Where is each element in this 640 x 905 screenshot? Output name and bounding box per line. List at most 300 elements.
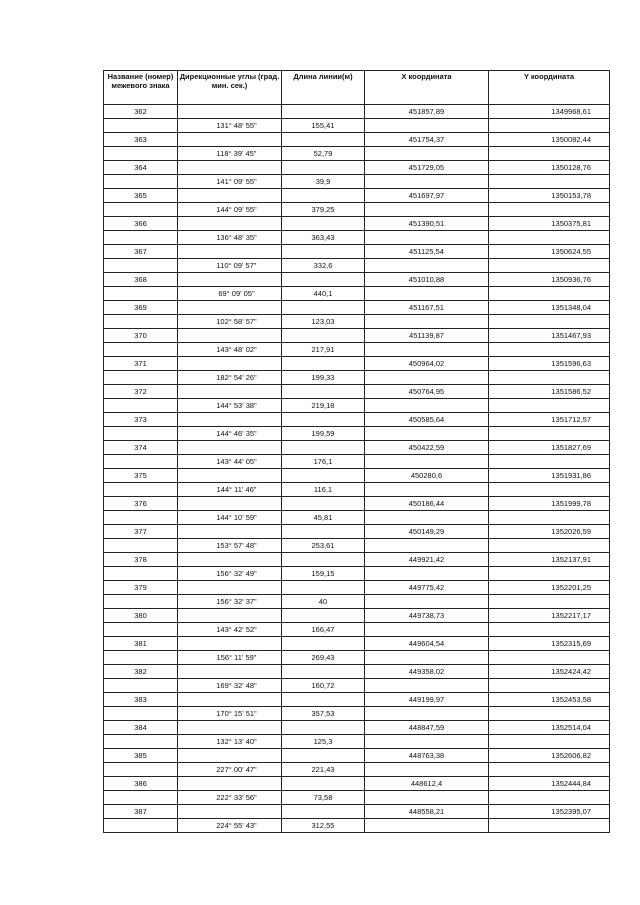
x-coordinate: 448612,4 <box>365 777 489 791</box>
empty-cell <box>104 679 178 693</box>
x-coordinate: 449775,42 <box>365 581 489 595</box>
point-name: 374 <box>104 441 178 455</box>
empty-cell <box>365 455 489 469</box>
point-name: 377 <box>104 525 178 539</box>
empty-cell <box>282 637 365 651</box>
point-name: 364 <box>104 161 178 175</box>
segment-row <box>104 231 610 245</box>
empty-cell <box>178 329 282 343</box>
segment-row <box>104 371 610 385</box>
table-body <box>104 105 610 833</box>
point-row <box>104 301 610 315</box>
empty-cell <box>104 567 178 581</box>
x-coordinate: 450280,6 <box>365 469 489 483</box>
segment-row <box>104 791 610 805</box>
empty-cell <box>104 203 178 217</box>
y-coordinate: 1349968,61 <box>489 105 610 119</box>
empty-cell <box>489 119 610 133</box>
direction-angle: 144° 09' 55" <box>178 203 282 217</box>
empty-cell <box>489 343 610 357</box>
header-y: Y координата <box>489 71 610 105</box>
empty-cell <box>365 259 489 273</box>
empty-cell <box>178 749 282 763</box>
empty-cell <box>282 581 365 595</box>
y-coordinate: 1352444,84 <box>489 777 610 791</box>
point-name: 371 <box>104 357 178 371</box>
empty-cell <box>282 609 365 623</box>
table-header-row <box>104 71 610 105</box>
direction-angle: 110° 09' 57" <box>178 259 282 273</box>
x-coordinate: 450964,02 <box>365 357 489 371</box>
segment-row <box>104 287 610 301</box>
direction-angle: 141° 09' 55" <box>178 175 282 189</box>
line-length: 199,33 <box>282 371 365 385</box>
empty-cell <box>365 147 489 161</box>
segment-row <box>104 399 610 413</box>
segment-row <box>104 343 610 357</box>
empty-cell <box>489 231 610 245</box>
empty-cell <box>365 427 489 441</box>
header-angle: Дирекционные углы (град. мин. сек.) <box>178 71 282 105</box>
empty-cell <box>282 161 365 175</box>
empty-cell <box>104 343 178 357</box>
point-name: 362 <box>104 105 178 119</box>
y-coordinate: 1351999,78 <box>489 497 610 511</box>
direction-angle: 102° 58' 57" <box>178 315 282 329</box>
empty-cell <box>489 623 610 637</box>
empty-cell <box>489 427 610 441</box>
x-coordinate: 450422,59 <box>365 441 489 455</box>
x-coordinate: 451390,51 <box>365 217 489 231</box>
direction-angle: 170° 15' 51" <box>178 707 282 721</box>
point-row <box>104 553 610 567</box>
line-length: 45,81 <box>282 511 365 525</box>
y-coordinate: 1351931,86 <box>489 469 610 483</box>
segment-row <box>104 623 610 637</box>
empty-cell <box>104 819 178 833</box>
x-coordinate: 448763,38 <box>365 749 489 763</box>
empty-cell <box>489 707 610 721</box>
x-coordinate: 450764,95 <box>365 385 489 399</box>
empty-cell <box>489 539 610 553</box>
point-row <box>104 413 610 427</box>
segment-row <box>104 511 610 525</box>
direction-angle: 144° 46' 35" <box>178 427 282 441</box>
empty-cell <box>365 175 489 189</box>
point-row <box>104 441 610 455</box>
point-row <box>104 273 610 287</box>
empty-cell <box>365 651 489 665</box>
y-coordinate: 1352453,58 <box>489 693 610 707</box>
empty-cell <box>104 455 178 469</box>
empty-cell <box>489 483 610 497</box>
segment-row <box>104 707 610 721</box>
empty-cell <box>365 763 489 777</box>
y-coordinate: 1350375,81 <box>489 217 610 231</box>
y-coordinate: 1351596,63 <box>489 357 610 371</box>
empty-cell <box>282 805 365 819</box>
empty-cell <box>178 777 282 791</box>
x-coordinate: 451754,37 <box>365 133 489 147</box>
y-coordinate: 1352217,17 <box>489 609 610 623</box>
line-length: 253,61 <box>282 539 365 553</box>
x-coordinate: 451125,54 <box>365 245 489 259</box>
empty-cell <box>282 217 365 231</box>
empty-cell <box>489 259 610 273</box>
point-name: 373 <box>104 413 178 427</box>
empty-cell <box>365 539 489 553</box>
empty-cell <box>489 511 610 525</box>
empty-cell <box>365 371 489 385</box>
empty-cell <box>178 413 282 427</box>
point-name: 383 <box>104 693 178 707</box>
x-coordinate: 449358,02 <box>365 665 489 679</box>
x-coordinate: 449921,42 <box>365 553 489 567</box>
empty-cell <box>178 497 282 511</box>
y-coordinate: 1351827,69 <box>489 441 610 455</box>
empty-cell <box>104 735 178 749</box>
point-name: 365 <box>104 189 178 203</box>
empty-cell <box>282 441 365 455</box>
y-coordinate: 1350936,76 <box>489 273 610 287</box>
empty-cell <box>365 287 489 301</box>
x-coordinate: 449604,54 <box>365 637 489 651</box>
empty-cell <box>489 175 610 189</box>
empty-cell <box>178 273 282 287</box>
empty-cell <box>282 245 365 259</box>
direction-angle: 169° 32' 48" <box>178 679 282 693</box>
empty-cell <box>489 735 610 749</box>
empty-cell <box>104 119 178 133</box>
empty-cell <box>178 665 282 679</box>
empty-cell <box>178 133 282 147</box>
line-length: 219,18 <box>282 399 365 413</box>
x-coordinate: 451139,87 <box>365 329 489 343</box>
segment-row <box>104 119 610 133</box>
segment-row <box>104 315 610 329</box>
empty-cell <box>365 791 489 805</box>
direction-angle: 156° 32' 49" <box>178 567 282 581</box>
empty-cell <box>282 413 365 427</box>
point-row <box>104 497 610 511</box>
empty-cell <box>282 525 365 539</box>
point-row <box>104 133 610 147</box>
line-length: 176,1 <box>282 455 365 469</box>
empty-cell <box>489 567 610 581</box>
empty-cell <box>104 427 178 441</box>
empty-cell <box>365 203 489 217</box>
line-length: 269,43 <box>282 651 365 665</box>
point-name: 369 <box>104 301 178 315</box>
point-row <box>104 665 610 679</box>
point-name: 382 <box>104 665 178 679</box>
header-x: X координата <box>365 71 489 105</box>
line-length: 312,55 <box>282 819 365 833</box>
direction-angle: 118° 39' 45" <box>178 147 282 161</box>
empty-cell <box>489 763 610 777</box>
empty-cell <box>178 637 282 651</box>
empty-cell <box>282 189 365 203</box>
y-coordinate: 1352395,07 <box>489 805 610 819</box>
empty-cell <box>365 119 489 133</box>
y-coordinate: 1352606,82 <box>489 749 610 763</box>
point-name: 376 <box>104 497 178 511</box>
point-row <box>104 609 610 623</box>
empty-cell <box>104 595 178 609</box>
point-row <box>104 693 610 707</box>
empty-cell <box>104 539 178 553</box>
x-coordinate: 450585,64 <box>365 413 489 427</box>
direction-angle: 156° 11' 59" <box>178 651 282 665</box>
segment-row <box>104 679 610 693</box>
line-length: 52,79 <box>282 147 365 161</box>
segment-row <box>104 455 610 469</box>
point-row <box>104 749 610 763</box>
empty-cell <box>104 371 178 385</box>
segment-row <box>104 203 610 217</box>
point-name: 387 <box>104 805 178 819</box>
empty-cell <box>178 217 282 231</box>
x-coordinate: 450149,29 <box>365 525 489 539</box>
point-row <box>104 357 610 371</box>
point-name: 380 <box>104 609 178 623</box>
line-length: 159,15 <box>282 567 365 581</box>
y-coordinate: 1352201,25 <box>489 581 610 595</box>
empty-cell <box>282 497 365 511</box>
empty-cell <box>104 259 178 273</box>
empty-cell <box>489 399 610 413</box>
y-coordinate: 1350153,78 <box>489 189 610 203</box>
empty-cell <box>104 399 178 413</box>
segment-row <box>104 483 610 497</box>
direction-angle: 227° 00' 47" <box>178 763 282 777</box>
point-name: 372 <box>104 385 178 399</box>
empty-cell <box>178 441 282 455</box>
direction-angle: 222° 33' 56" <box>178 791 282 805</box>
point-row <box>104 581 610 595</box>
empty-cell <box>489 651 610 665</box>
segment-row <box>104 175 610 189</box>
line-length: 155,41 <box>282 119 365 133</box>
point-row <box>104 777 610 791</box>
empty-cell <box>178 525 282 539</box>
x-coordinate: 451857,89 <box>365 105 489 119</box>
point-name: 375 <box>104 469 178 483</box>
empty-cell <box>365 483 489 497</box>
point-name: 363 <box>104 133 178 147</box>
empty-cell <box>178 693 282 707</box>
point-row <box>104 525 610 539</box>
empty-cell <box>178 721 282 735</box>
segment-row <box>104 427 610 441</box>
empty-cell <box>282 329 365 343</box>
empty-cell <box>365 623 489 637</box>
segment-row <box>104 819 610 833</box>
segment-row <box>104 595 610 609</box>
x-coordinate: 451729,05 <box>365 161 489 175</box>
point-name: 379 <box>104 581 178 595</box>
empty-cell <box>282 553 365 567</box>
segment-row <box>104 539 610 553</box>
direction-angle: 224° 55' 43" <box>178 819 282 833</box>
line-length: 440,1 <box>282 287 365 301</box>
line-length: 123,03 <box>282 315 365 329</box>
header-name: Название (номер) межевого знака <box>104 71 178 105</box>
empty-cell <box>282 385 365 399</box>
empty-cell <box>178 385 282 399</box>
point-name: 370 <box>104 329 178 343</box>
direction-angle: 144° 10' 59" <box>178 511 282 525</box>
empty-cell <box>104 511 178 525</box>
x-coordinate: 449738,73 <box>365 609 489 623</box>
point-row <box>104 329 610 343</box>
empty-cell <box>365 343 489 357</box>
empty-cell <box>104 651 178 665</box>
segment-row <box>104 763 610 777</box>
empty-cell <box>365 511 489 525</box>
empty-cell <box>365 399 489 413</box>
empty-cell <box>104 791 178 805</box>
empty-cell <box>282 777 365 791</box>
x-coordinate: 451167,51 <box>365 301 489 315</box>
direction-angle: 143° 42' 52" <box>178 623 282 637</box>
point-name: 366 <box>104 217 178 231</box>
point-name: 385 <box>104 749 178 763</box>
point-row <box>104 245 610 259</box>
point-name: 381 <box>104 637 178 651</box>
empty-cell <box>489 791 610 805</box>
empty-cell <box>178 469 282 483</box>
line-length: 199,59 <box>282 427 365 441</box>
empty-cell <box>282 721 365 735</box>
empty-cell <box>104 707 178 721</box>
empty-cell <box>104 483 178 497</box>
y-coordinate: 1351586,52 <box>489 385 610 399</box>
point-row <box>104 805 610 819</box>
empty-cell <box>489 595 610 609</box>
segment-row <box>104 147 610 161</box>
x-coordinate: 451010,88 <box>365 273 489 287</box>
empty-cell <box>282 469 365 483</box>
empty-cell <box>489 315 610 329</box>
empty-cell <box>282 357 365 371</box>
empty-cell <box>178 553 282 567</box>
point-row <box>104 469 610 483</box>
empty-cell <box>178 357 282 371</box>
empty-cell <box>104 315 178 329</box>
direction-angle: 143° 48' 02" <box>178 343 282 357</box>
direction-angle: 136° 48' 35" <box>178 231 282 245</box>
y-coordinate: 1350624,55 <box>489 245 610 259</box>
direction-angle: 144° 11' 46" <box>178 483 282 497</box>
y-coordinate: 1352315,69 <box>489 637 610 651</box>
point-row <box>104 161 610 175</box>
line-length: 73,58 <box>282 791 365 805</box>
point-row <box>104 721 610 735</box>
line-length: 357,53 <box>282 707 365 721</box>
direction-angle: 144° 53' 38" <box>178 399 282 413</box>
empty-cell <box>104 763 178 777</box>
empty-cell <box>178 609 282 623</box>
empty-cell <box>178 581 282 595</box>
empty-cell <box>178 301 282 315</box>
empty-cell <box>365 679 489 693</box>
y-coordinate: 1352424,42 <box>489 665 610 679</box>
empty-cell <box>178 189 282 203</box>
x-coordinate: 449199,97 <box>365 693 489 707</box>
empty-cell <box>104 175 178 189</box>
empty-cell <box>365 735 489 749</box>
y-coordinate: 1350082,44 <box>489 133 610 147</box>
point-name: 367 <box>104 245 178 259</box>
empty-cell <box>282 749 365 763</box>
x-coordinate: 451697,97 <box>365 189 489 203</box>
x-coordinate: 450186,44 <box>365 497 489 511</box>
line-length: 217,91 <box>282 343 365 357</box>
header-length: Длина линии(м) <box>282 71 365 105</box>
empty-cell <box>104 287 178 301</box>
direction-angle: 131° 48' 55" <box>178 119 282 133</box>
point-name: 368 <box>104 273 178 287</box>
y-coordinate: 1350128,76 <box>489 161 610 175</box>
empty-cell <box>104 147 178 161</box>
line-length: 160,72 <box>282 679 365 693</box>
line-length: 39,9 <box>282 175 365 189</box>
empty-cell <box>282 273 365 287</box>
point-row <box>104 385 610 399</box>
line-length: 379,25 <box>282 203 365 217</box>
y-coordinate: 1352026,59 <box>489 525 610 539</box>
segment-row <box>104 567 610 581</box>
empty-cell <box>178 245 282 259</box>
y-coordinate: 1351467,93 <box>489 329 610 343</box>
empty-cell <box>365 231 489 245</box>
direction-angle: 69° 09' 05" <box>178 287 282 301</box>
y-coordinate: 1352137,91 <box>489 553 610 567</box>
empty-cell <box>104 623 178 637</box>
direction-angle: 153° 57' 48" <box>178 539 282 553</box>
point-row <box>104 189 610 203</box>
direction-angle: 182° 54' 26" <box>178 371 282 385</box>
empty-cell <box>178 805 282 819</box>
empty-cell <box>282 105 365 119</box>
line-length: 363,43 <box>282 231 365 245</box>
x-coordinate: 448847,59 <box>365 721 489 735</box>
empty-cell <box>282 693 365 707</box>
boundary-coordinates-table <box>103 70 610 833</box>
empty-cell <box>489 679 610 693</box>
line-length: 125,3 <box>282 735 365 749</box>
empty-cell <box>365 595 489 609</box>
segment-row <box>104 259 610 273</box>
empty-cell <box>365 567 489 581</box>
direction-angle: 132° 13' 40" <box>178 735 282 749</box>
empty-cell <box>178 105 282 119</box>
point-row <box>104 217 610 231</box>
empty-cell <box>365 315 489 329</box>
empty-cell <box>365 819 489 833</box>
empty-cell <box>489 147 610 161</box>
direction-angle: 143° 44' 05" <box>178 455 282 469</box>
y-coordinate: 1351712,57 <box>489 413 610 427</box>
line-length: 116,1 <box>282 483 365 497</box>
line-length: 221,43 <box>282 763 365 777</box>
empty-cell <box>178 161 282 175</box>
empty-cell <box>282 665 365 679</box>
point-row <box>104 105 610 119</box>
empty-cell <box>104 231 178 245</box>
empty-cell <box>489 371 610 385</box>
